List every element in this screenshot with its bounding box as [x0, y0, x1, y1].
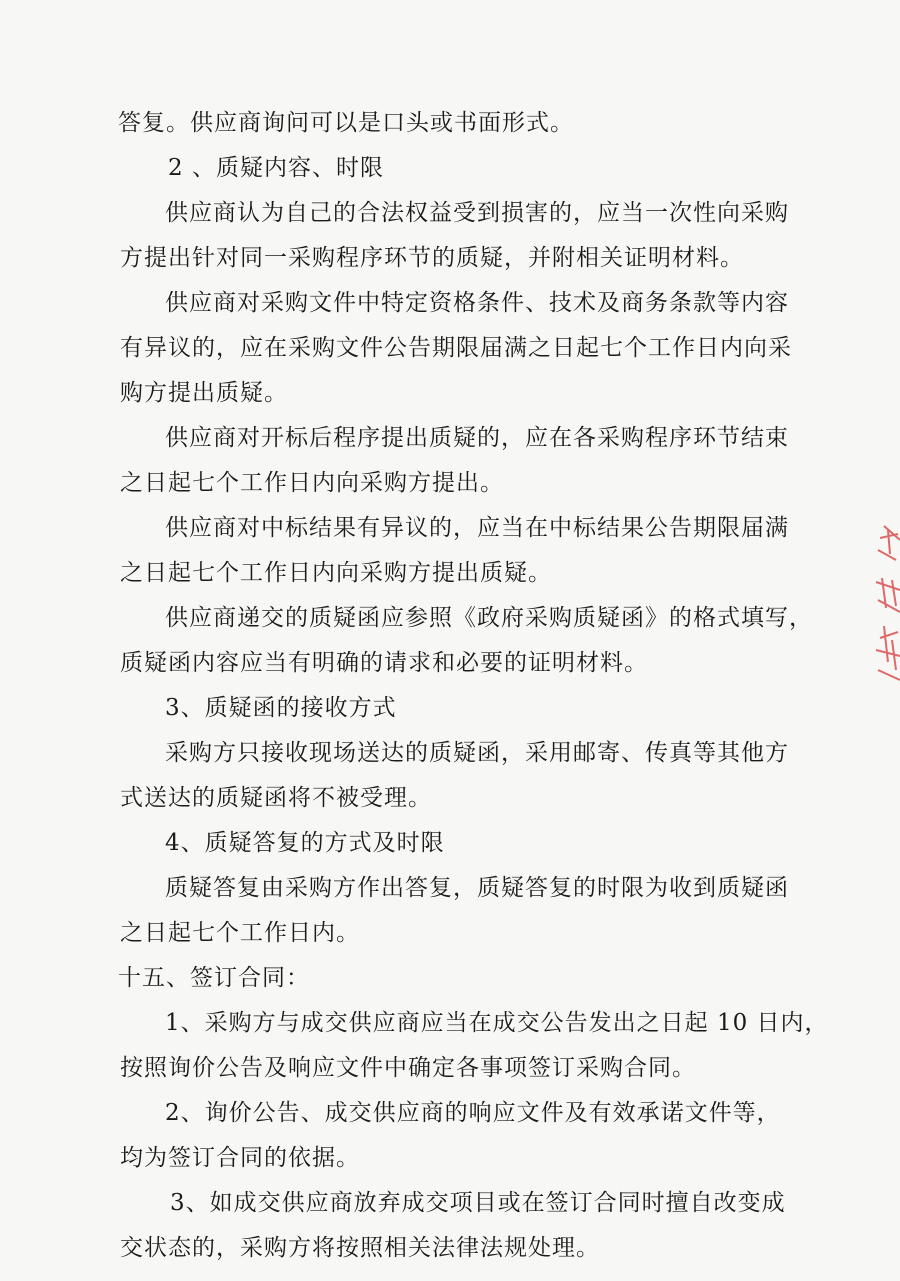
text-line: 供应商对中标结果有异议的，应当在中标结果公告期限届满 [165, 515, 789, 541]
text-line: 质疑函内容应当有明确的请求和必要的证明材料。 [120, 650, 648, 676]
text-line: 按照询价公告及响应文件中确定各事项签订采购合同。 [120, 1055, 696, 1081]
section-heading: 2 、质疑内容、时限 [168, 155, 384, 181]
text-line: 之日起七个工作日内向采购方提出质疑。 [120, 560, 552, 586]
seal-stamp-icon [870, 520, 900, 690]
text-line: 之日起七个工作日内。 [120, 920, 360, 946]
text-line: 质疑答复由采购方作出答复，质疑答复的时限为收到质疑函 [165, 875, 789, 901]
text-line: 采购方只接收现场送达的质疑函，采用邮寄、传真等其他方 [165, 740, 789, 766]
section-heading: 4、质疑答复的方式及时限 [165, 830, 445, 856]
text-line: 2、询价公告、成交供应商的响应文件及有效承诺文件等， [165, 1100, 781, 1126]
text-line: 交状态的，采购方将按照相关法律法规处理。 [120, 1235, 600, 1261]
section-heading: 3、质疑函的接收方式 [165, 695, 397, 721]
text-line: 供应商认为自己的合法权益受到损害的，应当一次性向采购 [165, 200, 789, 226]
text-line: 之日起七个工作日内向采购方提出。 [120, 470, 504, 496]
text-line: 1、采购方与成交供应商应当在成交公告发出之日起 10 日内， [165, 1010, 829, 1036]
chapter-heading: 十五、签订合同： [118, 965, 310, 991]
text-line: 有异议的，应在采购文件公告期限届满之日起七个工作日内向采 [120, 335, 792, 361]
text-line: 方提出针对同一采购程序环节的质疑，并附相关证明材料。 [120, 245, 744, 271]
text-line: 供应商对开标后程序提出质疑的，应在各采购程序环节结束 [165, 425, 789, 451]
text-line: 3、如成交供应商放弃成交项目或在签订合同时擅自改变成 [170, 1190, 786, 1216]
text-line: 供应商递交的质疑函应参照《政府采购质疑函》的格式填写， [165, 605, 813, 631]
text-line: 供应商对采购文件中特定资格条件、技术及商务条款等内容 [165, 290, 789, 316]
text-line: 式送达的质疑函将不被受理。 [120, 785, 432, 811]
text-line: 答复。供应商询问可以是口头或书面形式。 [118, 110, 574, 136]
text-line: 购方提出质疑。 [120, 380, 288, 406]
text-line: 均为签订合同的依据。 [120, 1145, 360, 1171]
